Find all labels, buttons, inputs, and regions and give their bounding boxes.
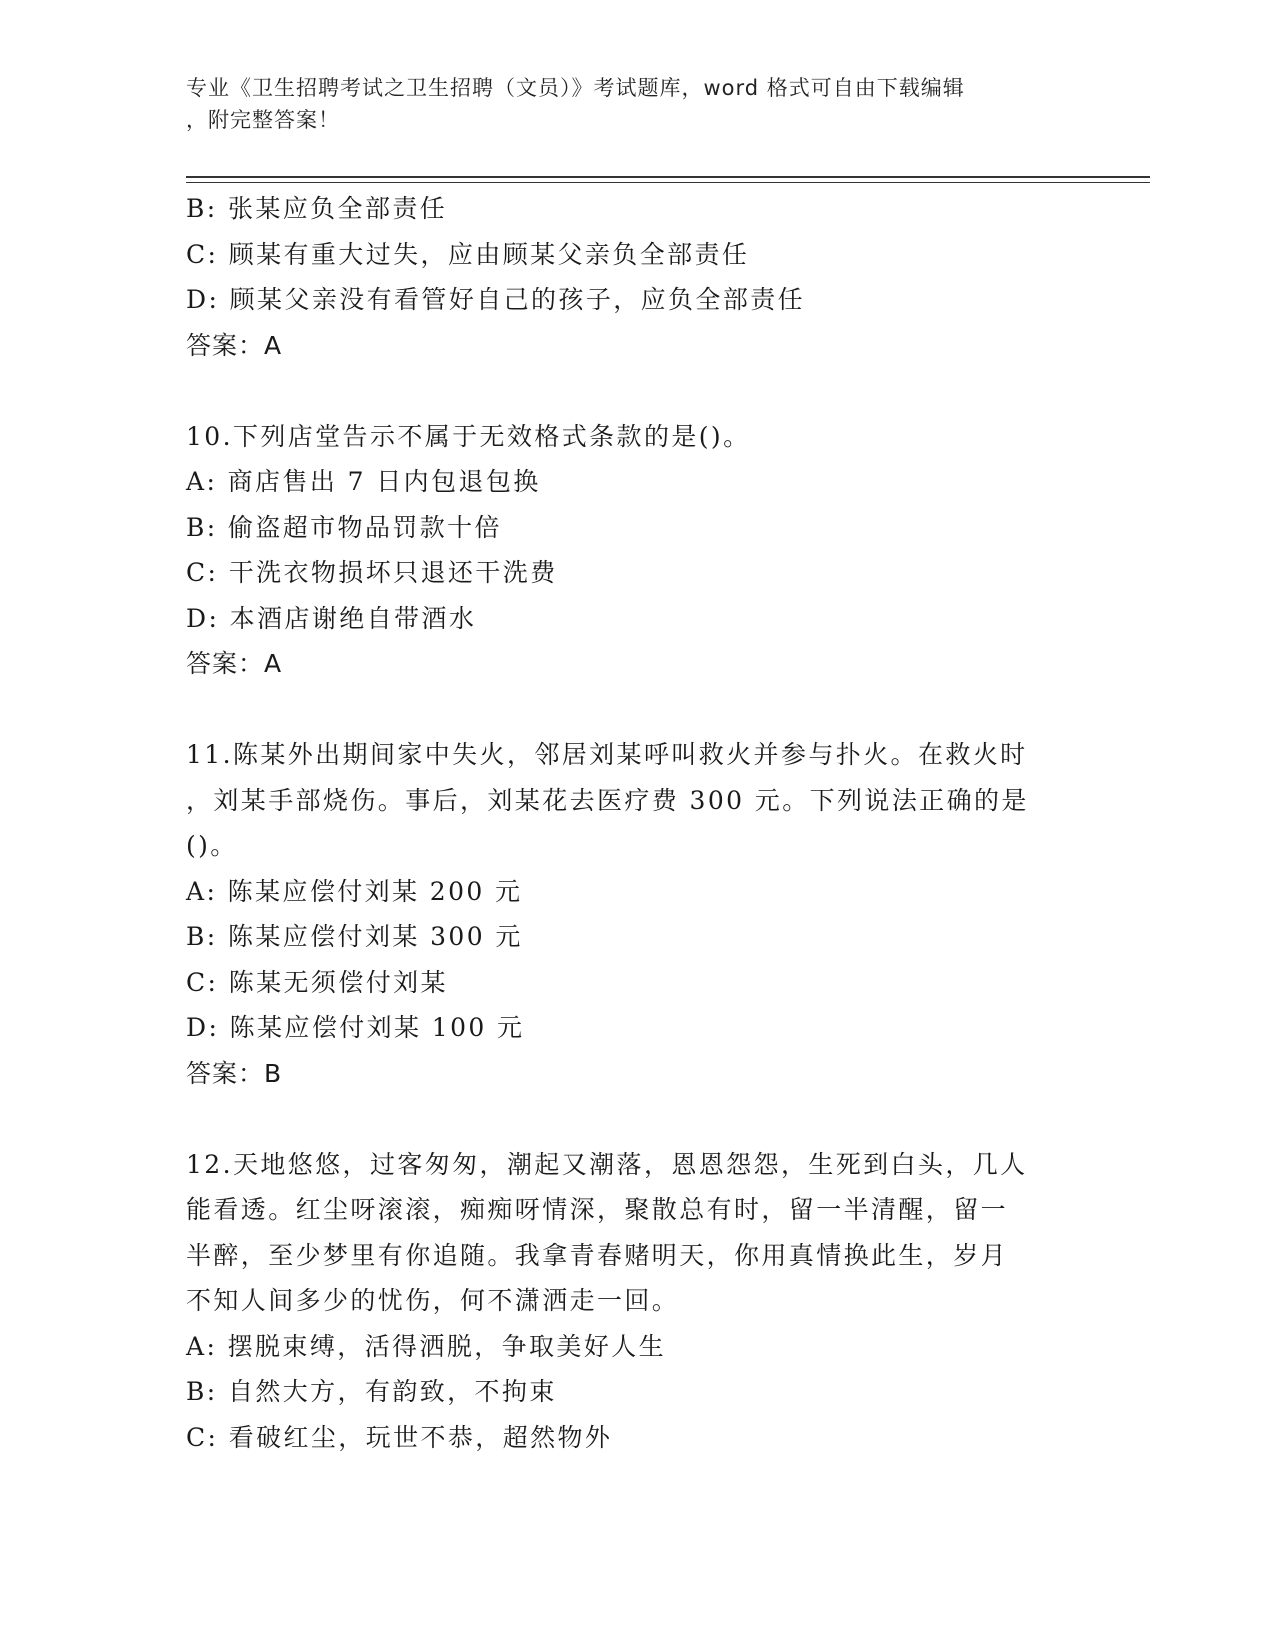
option-a: A: 商店售出 7 日内包退包换 — [186, 467, 541, 496]
option-d: D: 顾某父亲没有看管好自己的孩子，应负全部责任 — [186, 285, 806, 314]
question-10 — [186, 414, 1086, 687]
question-11 — [186, 732, 1086, 1096]
question-9-tail — [186, 186, 1086, 368]
option-c: C: 陈某无须偿付刘某 — [186, 967, 448, 997]
question-stem-line-4: 不知人间多少的忧伤，何不潇洒走一回。 — [186, 1286, 680, 1315]
option-a: A: 陈某应偿付刘某 200 元 — [186, 876, 523, 906]
answer-line: 答案：A — [186, 330, 283, 360]
question-stem-line-3: ()。 — [186, 831, 238, 860]
option-b: B: 张某应负全部责任 — [186, 194, 448, 223]
question-content — [186, 186, 1086, 1460]
option-b: B: 自然大方，有韵致，不拘束 — [186, 1377, 557, 1406]
option-b: B: 偷盗超市物品罚款十倍 — [186, 512, 502, 542]
option-a: A: 摆脱束缚，活得洒脱，争取美好人生 — [186, 1331, 667, 1361]
spacer — [186, 1096, 1086, 1142]
document-header — [186, 72, 1066, 136]
answer-line: 答案：B — [186, 1058, 283, 1088]
option-d: D: 本酒店谢绝自带酒水 — [186, 603, 477, 633]
question-stem-line-2: ，刘某手部烧伤。事后，刘某花去医疗费 300 元。下列说法正确的是 — [186, 785, 1029, 815]
spacer — [186, 687, 1086, 733]
spacer — [186, 368, 1086, 414]
question-stem-line-1: 11.陈某外出期间家中失火，邻居刘某呼叫救火并参与扑火。在救火时 — [186, 740, 1028, 769]
option-d: D: 陈某应偿付刘某 100 元 — [186, 1013, 525, 1042]
header-divider-thick — [186, 176, 1150, 178]
question-12 — [186, 1142, 1086, 1461]
question-stem-line-1: 12.天地悠悠，过客匆匆，潮起又潮落，恩恩怨怨，生死到白头，几人 — [186, 1149, 1028, 1179]
option-b: B: 陈某应偿付刘某 300 元 — [186, 922, 523, 951]
option-c: C: 顾某有重大过失，应由顾某父亲负全部责任 — [186, 239, 750, 269]
question-stem-line-3: 半醉，至少梦里有你追随。我拿青春赌明天，你用真情换此生，岁月 — [186, 1240, 1009, 1270]
header-line-2: ，附完整答案！ — [186, 108, 340, 132]
option-c: C: 干洗衣物损坏只退还干洗费 — [186, 558, 558, 587]
question-stem: 10.下列店堂告示不属于无效格式条款的是()。 — [186, 421, 751, 451]
question-stem-line-2: 能看透。红尘呀滚滚，痴痴呀情深，聚散总有时，留一半清醒，留一 — [186, 1195, 1009, 1224]
option-c: C: 看破红尘，玩世不恭，超然物外 — [186, 1422, 613, 1452]
answer-line: 答案：A — [186, 649, 283, 678]
header-line-1: 专业《卫生招聘考试之卫生招聘（文员）》考试题库，word 格式可自由下载编辑 — [186, 76, 965, 100]
header-divider-thin — [186, 182, 1150, 183]
